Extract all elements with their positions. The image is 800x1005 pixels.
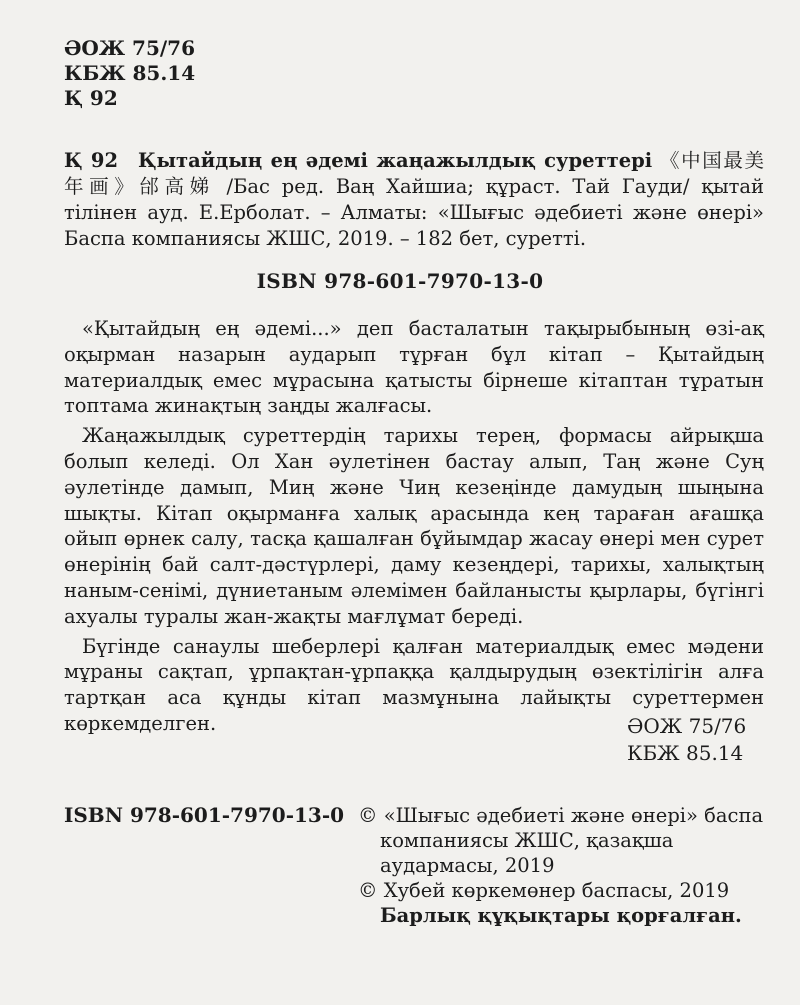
- classification-codes: [64, 36, 195, 111]
- author-mark: Қ 92: [64, 86, 118, 110]
- copyright-line-publisher: © «Шығыс әдебиеті және өнері» баспа: [358, 804, 764, 827]
- lbc-code: КБЖ 85.14: [64, 61, 196, 85]
- entry-responsibility: /Бас ред. Ваң Хайшиа; құраст. Тай Гауди/ қытай тілінен ауд. Е.Ерболат. – Алматы: «Шығыс әдебиеті және өнері» Баспа компаниясы ЖШС, 2019. – 182 бет, суретті.: [64, 175, 764, 250]
- bibliographic-entry: [64, 148, 764, 252]
- all-rights-reserved: Барлық құқықтары қорғалған.: [380, 904, 742, 927]
- abstract: [64, 316, 764, 741]
- copyright-line-company: компаниясы ЖШС, қазақша: [380, 829, 674, 852]
- lbc-code-right: КБЖ 85.14: [627, 741, 744, 765]
- classification-codes-right: [627, 713, 746, 767]
- entry-original-title: 《中国最美年画》邰高娣: [64, 149, 764, 198]
- abstract-paragraph: «Қытайдың ең әдемі...» деп басталатын тақырыбының өзі-ақ оқырман назарын аударып тұрған бұл кітап – Қытайдың материалдық емес мұрасына қатысты бірнеше кітаптан тұратын топтама жинақтың заңды жалғасы.: [64, 317, 764, 418]
- copyright-block: [358, 803, 764, 928]
- abstract-paragraph: Бүгінде санаулы шеберлері қалған материалдық емес мәдени мұраны сақтап, ұрпақтан-ұрпаққа қалдырудың өзектілігін алға тартқан аса құнды кітап мазмұнына лайықты суреттермен көркемделген.: [64, 634, 764, 735]
- copyright-line-translation: аудармасы, 2019: [380, 854, 555, 877]
- copyright-line-original: © Хубей көркемөнер баспасы, 2019: [358, 879, 730, 902]
- abstract-paragraph: Жаңажылдық суреттердің тарихы терең, формасы айрықша болып келеді. Ол Хан әулетінен бастау алып, Таң және Суң әулетінде дамып, Миң және Чиң кезеңінде дамудың шыңына шықты. Кітап оқырманға халық арасында кең тараған ағашқа ойып өрнек салу, тасқа қашалған бұйымдар жасау өнері мен сурет өнерінің бай салт-дәстүрлері, даму кезеңдері, тарихы, халықтың наным-сенімі, дүниетаным әлемімен байланысты қырлары, бүгінгі ахуалы туралы жан-жақты мағлұмат береді.: [64, 424, 764, 628]
- entry-title: Қытайдың ең әдемі жаңажылдық суреттері: [138, 149, 653, 172]
- udc-code: ӘОЖ 75/76: [64, 36, 196, 60]
- udc-code-right: ӘОЖ 75/76: [627, 714, 747, 738]
- entry-author-mark: Қ 92: [64, 149, 119, 172]
- isbn-main: ISBN 978-601-7970-13-0: [256, 269, 544, 293]
- isbn-bottom: ISBN 978-601-7970-13-0: [64, 803, 345, 827]
